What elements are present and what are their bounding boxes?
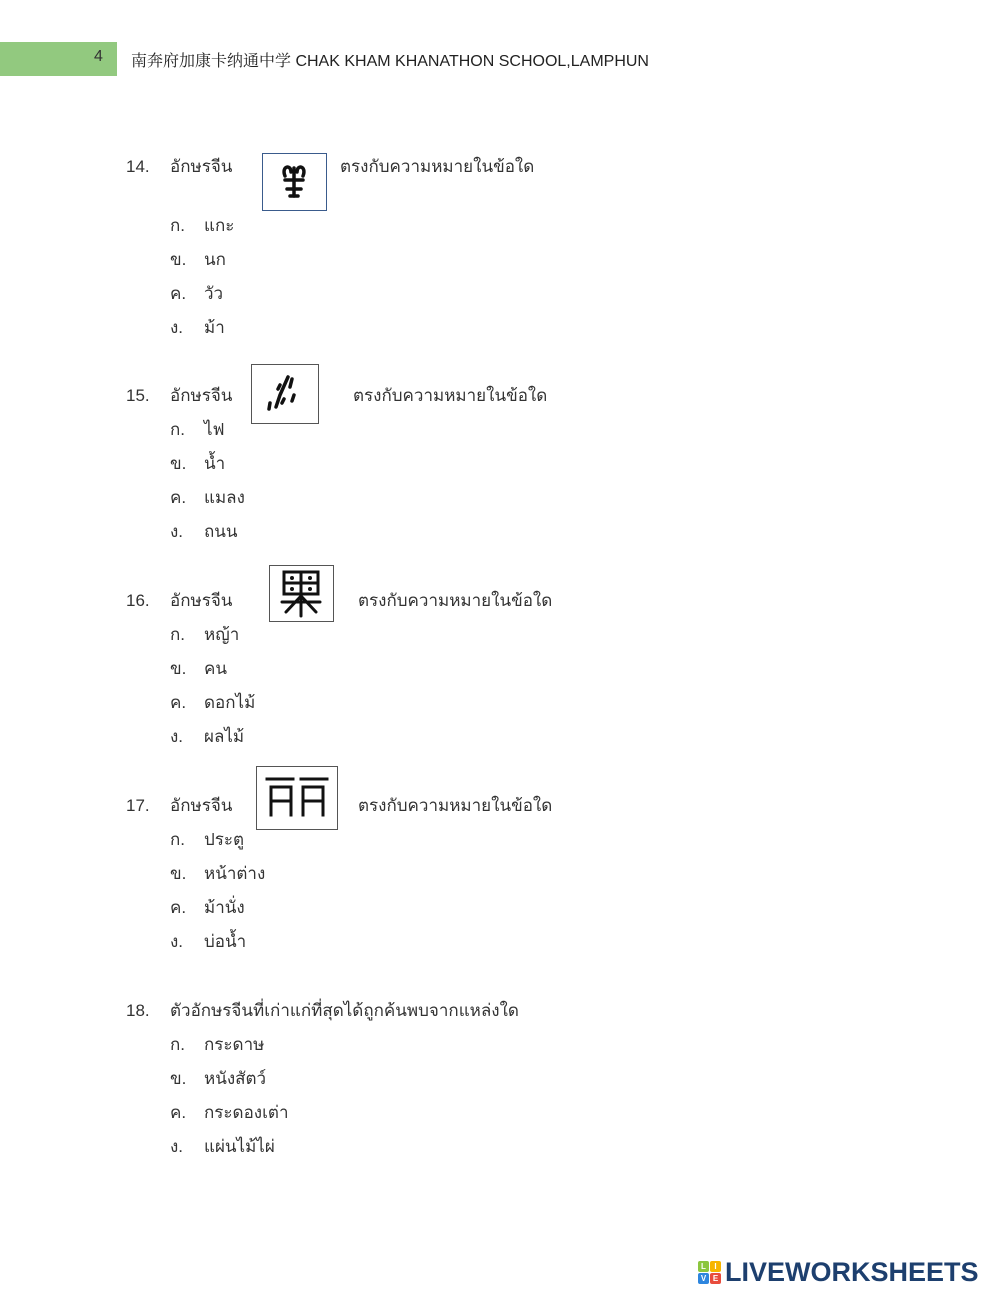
question-suffix: ตรงกับความหมายในข้อใด: [353, 386, 548, 405]
school-title: 南奔府加康卡纳通中学 CHAK KHAM KHANATHON SCHOOL,LAMPHUN: [131, 53, 649, 70]
logo-letter: V: [698, 1273, 709, 1284]
option-text[interactable]: หน้าต่าง: [204, 864, 266, 883]
option-label: ข.: [170, 454, 187, 473]
option-label: ค.: [170, 1103, 187, 1122]
option-text[interactable]: ประตู: [204, 830, 245, 849]
option-label: ก.: [170, 625, 186, 644]
option-label: ก.: [170, 216, 186, 235]
question-suffix: ตรงกับความหมายในข้อใด: [358, 796, 553, 815]
question-prefix: อักษรจีน: [170, 386, 233, 405]
option-label: ง.: [170, 1137, 184, 1156]
question-suffix: ตรงกับความหมายในข้อใด: [358, 591, 553, 610]
liveworksheets-logo: [698, 1257, 979, 1288]
option-label: ง.: [170, 932, 184, 951]
option-text[interactable]: หนังสัตว์: [204, 1069, 267, 1088]
question-prefix: อักษรจีน: [170, 157, 233, 176]
question-suffix: ตรงกับความหมายในข้อใด: [340, 157, 535, 176]
option-text[interactable]: ผลไม้: [204, 727, 245, 746]
logo-letter: L: [698, 1261, 709, 1272]
option-text[interactable]: กระดาษ: [204, 1035, 265, 1054]
logo-grid-icon: [698, 1261, 721, 1284]
option-text[interactable]: วัว: [204, 284, 224, 303]
door-oracle-glyph-icon: [256, 766, 338, 830]
question-prefix: ตัวอักษรจีนที่เก่าแก่ที่สุดได้ถูกค้นพบจากแหล่งใด: [170, 1001, 519, 1020]
option-label: ค.: [170, 693, 187, 712]
option-text[interactable]: แกะ: [204, 216, 235, 235]
fruit-oracle-glyph-icon: [269, 565, 334, 622]
question-number: 17.: [126, 796, 150, 815]
option-label: ค.: [170, 284, 187, 303]
logo-letter: I: [710, 1261, 721, 1272]
option-text[interactable]: คน: [204, 659, 227, 678]
option-text[interactable]: ไฟ: [204, 420, 225, 439]
option-text[interactable]: หญ้า: [204, 625, 240, 644]
option-text[interactable]: บ่อน้ำ: [204, 932, 247, 951]
option-label: ข.: [170, 1069, 187, 1088]
question-number: 14.: [126, 157, 150, 176]
question-prefix: อักษรจีน: [170, 591, 233, 610]
page-number: 4: [94, 48, 103, 65]
option-label: ข.: [170, 659, 187, 678]
option-text[interactable]: ม้านั่ง: [204, 898, 245, 917]
question-number: 15.: [126, 386, 150, 405]
water-oracle-glyph-icon: [251, 364, 319, 424]
option-label: ก.: [170, 830, 186, 849]
question-number: 18.: [126, 1001, 150, 1020]
option-text[interactable]: แผ่นไม้ไผ่: [204, 1137, 275, 1156]
question-prefix: อักษรจีน: [170, 796, 233, 815]
option-text[interactable]: น้ำ: [204, 454, 226, 473]
option-label: ง.: [170, 522, 184, 541]
option-label: ข.: [170, 250, 187, 269]
option-label: ค.: [170, 488, 187, 507]
option-text[interactable]: ดอกไม้: [204, 693, 256, 712]
option-label: ข.: [170, 864, 187, 883]
option-label: ก.: [170, 420, 186, 439]
option-label: ง.: [170, 318, 184, 337]
option-text[interactable]: กระดองเต่า: [204, 1103, 289, 1122]
question-number: 16.: [126, 591, 150, 610]
logo-text: LIVEWORKSHEETS: [725, 1257, 979, 1287]
option-text[interactable]: ม้า: [204, 318, 225, 337]
option-text[interactable]: นก: [204, 250, 226, 269]
option-text[interactable]: ถนน: [204, 522, 238, 541]
option-label: ค.: [170, 898, 187, 917]
sheep-oracle-glyph-icon: [262, 153, 327, 211]
option-label: ง.: [170, 727, 184, 746]
logo-letter: E: [710, 1273, 721, 1284]
option-text[interactable]: แมลง: [204, 488, 245, 507]
option-label: ก.: [170, 1035, 186, 1054]
